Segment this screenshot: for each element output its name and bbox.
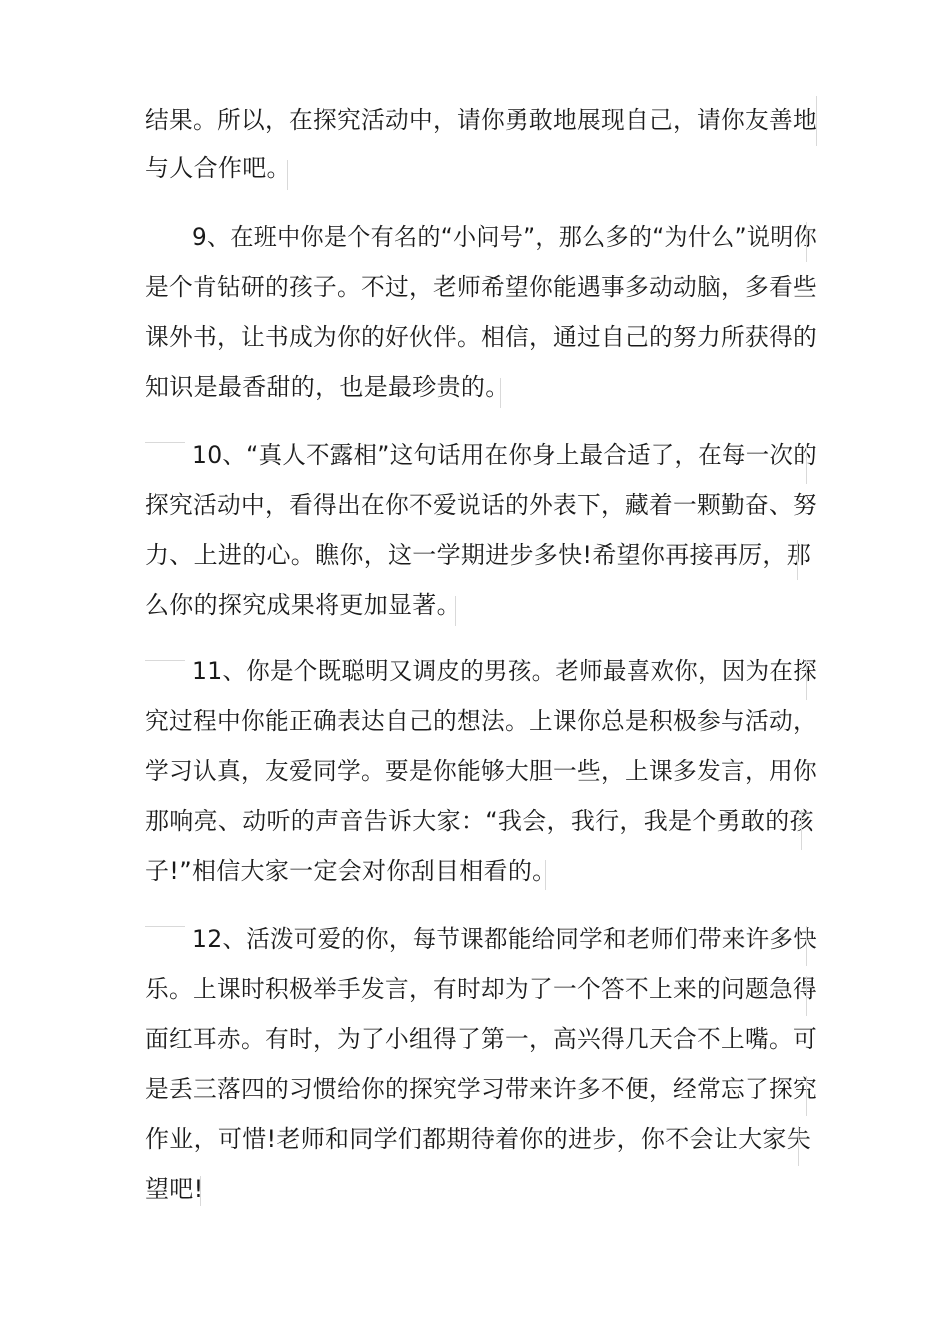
guide-line [287,160,288,190]
text-line: 子!”相信大家一定会对你刮目相看的。 [145,857,557,885]
guide-line [798,1126,799,1166]
guide-line [806,926,807,966]
guide-line [145,660,185,661]
guide-line [200,1176,201,1206]
guide-line [145,926,185,927]
guide-line [145,442,185,443]
text-line: 11、你是个既聪明又调皮的男孩。老师最喜欢你，因为在探 [192,657,817,685]
text-line: 与人合作吧。 [145,154,291,182]
guide-line [801,810,802,850]
text-line: 10、“真人不露相”这句话用在你身上最合适了，在每一次的 [192,441,817,469]
text-line: 探究活动中，看得出在你不爱说话的外表下，藏着一颗勤奋、努 [145,491,817,519]
text-line: 12、活泼可爱的你，每节课都能给同学和老师们带来许多快 [192,925,817,953]
guide-line [806,444,807,484]
text-line: 结果。所以，在探究活动中，请你勇敢地展现自己，请你友善地 [145,106,817,134]
text-line: 是丢三落四的习惯给你的探究学习带来许多不便，经常忘了探究 [145,1075,817,1103]
guide-line [806,222,807,262]
guide-line [500,378,501,408]
guide-line [806,1076,807,1116]
guide-line [806,976,807,1016]
text-line: 乐。上课时积极举手发言，有时却为了一个答不上来的问题急得 [145,975,817,1003]
guide-line [806,660,807,700]
text-line: 望吧! [145,1175,204,1203]
text-line: 9、在班中你是个有名的“小问号”，那么多的“为什么”说明你 [192,223,818,251]
text-line: 究过程中你能正确表达自己的想法。上课你总是积极参与活动， [145,707,817,735]
text-line: 课外书，让书成为你的好伙伴。相信，通过自己的努力所获得的 [145,323,817,351]
guide-line [455,596,456,626]
guide-line [816,96,817,146]
text-line: 是个肯钻研的孩子。不过，老师希望你能遇事多动动脑，多看些 [145,273,817,301]
text-line: 学习认真，友爱同学。要是你能够大胆一些，上课多发言，用你 [145,757,817,785]
text-line: 面红耳赤。有时，为了小组得了第一，高兴得几天合不上嘴。可 [145,1025,817,1053]
text-line: 力、上进的心。瞧你，这一学期进步多快!希望你再接再厉，那 [145,541,812,569]
guide-line [545,860,546,890]
text-line: 么你的探究成果将更加显著。 [145,591,461,619]
guide-line [797,540,798,580]
text-line: 作业，可惜!老师和同学们都期待着你的进步，你不会让大家失 [145,1125,812,1153]
text-line: 那响亮、动听的声音告诉大家：“我会，我行，我是个勇敢的孩 [145,807,814,835]
text-line: 知识是最香甜的，也是最珍贵的。 [145,373,510,401]
